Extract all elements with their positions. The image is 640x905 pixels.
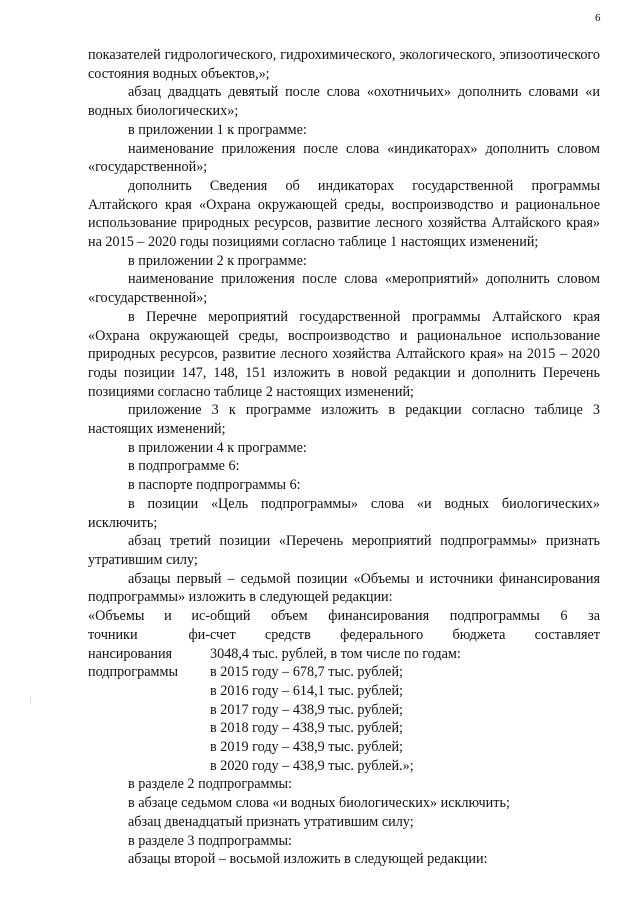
funding-year-lines: [88, 682, 600, 776]
paragraph: в Перечне мероприятий государственной программы Алтайского края «Охрана окружающей среды, воспроизводство и рациональное использование природных ресурсов, развитие лесного хозяйства Алтайского края» на 2015 – 2020 годы позиции 147, 148, 151 изложить в новой редакции и дополнить Перечень позициями согласно таблице 2 настоящих изменений;: [88, 308, 600, 400]
funding-row-2: [88, 626, 600, 645]
funding-year-line: в 2017 году – 438,9 тыс. рублей;: [210, 701, 403, 718]
paragraph: дополнить Сведения об индикаторах государственной программы Алтайского края «Охрана окружающей среды, воспроизводство и рациональное использование природных ресурсов, развитие лесного хозяйства Алтайского края» на 2015 – 2020 годы позициями согласно таблице 1 настоящих изменений;: [88, 177, 600, 251]
funding-year-line: в 2016 году – 614,1 тыс. рублей;: [210, 682, 403, 699]
paragraph: абзац третий позиции «Перечень мероприятий подпрограммы» признать утратившим силу;: [88, 533, 600, 568]
paragraph: в разделе 2 подпрограммы:: [128, 776, 292, 793]
funding-year-line: в 2018 году – 438,9 тыс. рублей;: [210, 720, 403, 737]
paragraph: абзац двадцать девятый после слова «охотничьих» дополнить словами «и водных биологических»;: [88, 84, 600, 120]
funding-row-3: [88, 645, 600, 664]
funding-year-line: в 2020 году – 438,9 тыс. рублей.»;: [210, 757, 414, 774]
funding-value-line: в 2015 году – 678,7 тыс. рублей;: [210, 664, 403, 681]
funding-label-line: «Объемы и ис-: [88, 608, 210, 625]
funding-row-4: [88, 663, 600, 682]
paragraph: наименование приложения после слова «мероприятий» дополнить словом «государственной»;: [88, 271, 600, 307]
paragraph: наименование приложения после слова «индикаторах» дополнить словом «государственной»;: [88, 140, 600, 176]
paragraph: в приложении 4 к программе:: [128, 439, 307, 456]
paragraph: в паспорте подпрограммы 6:: [128, 477, 301, 494]
paragraph: в приложении 2 к программе:: [128, 252, 307, 269]
funding-year-line: в 2019 году – 438,9 тыс. рублей;: [210, 739, 403, 756]
scan-mark: [30, 696, 31, 704]
funding-label-line: точники фи-: [88, 626, 210, 643]
document-body: [88, 46, 600, 869]
paragraphs-before: [88, 46, 600, 607]
paragraph: в приложении 1 к программе:: [128, 121, 307, 138]
paragraph: в разделе 3 подпрограммы:: [128, 832, 292, 849]
paragraph: абзацы первый – седьмой позиции «Объемы и источники финансирования подпрограммы» изложить в следующей редакции:: [88, 570, 600, 606]
paragraph: в абзаце седьмом слова «и водных биологических» исключить;: [128, 795, 510, 812]
funding-table: [88, 607, 600, 775]
paragraph: абзац двенадцатый признать утратившим силу;: [128, 813, 414, 830]
funding-value-line: счет средств федерального бюджета составляет: [210, 626, 600, 643]
paragraph: в подпрограмме 6:: [128, 458, 240, 475]
paragraph: приложение 3 к программе изложить в редакции согласно таблице 3 настоящих изменений;: [88, 402, 600, 438]
paragraph: абзацы второй – восьмой изложить в следующей редакции:: [128, 851, 488, 868]
funding-value-line: общий объем финансирования подпрограммы 6 за: [210, 608, 600, 625]
funding-value-line: 3048,4 тыс. рублей, в том числе по годам:: [210, 645, 461, 662]
funding-label-line: подпрограммы: [88, 664, 178, 681]
paragraph: в позиции «Цель подпрограммы» слова «и водных биологических» исключить;: [88, 495, 600, 531]
page-number: 6: [595, 12, 601, 24]
paragraph: показателей гидрологического, гидрохимического, экологического, эпизоотического состояния водных объектов,»;: [88, 47, 600, 82]
funding-label-line: нансирования: [88, 645, 173, 662]
paragraphs-after: [88, 775, 600, 869]
funding-row-1: [88, 607, 600, 626]
